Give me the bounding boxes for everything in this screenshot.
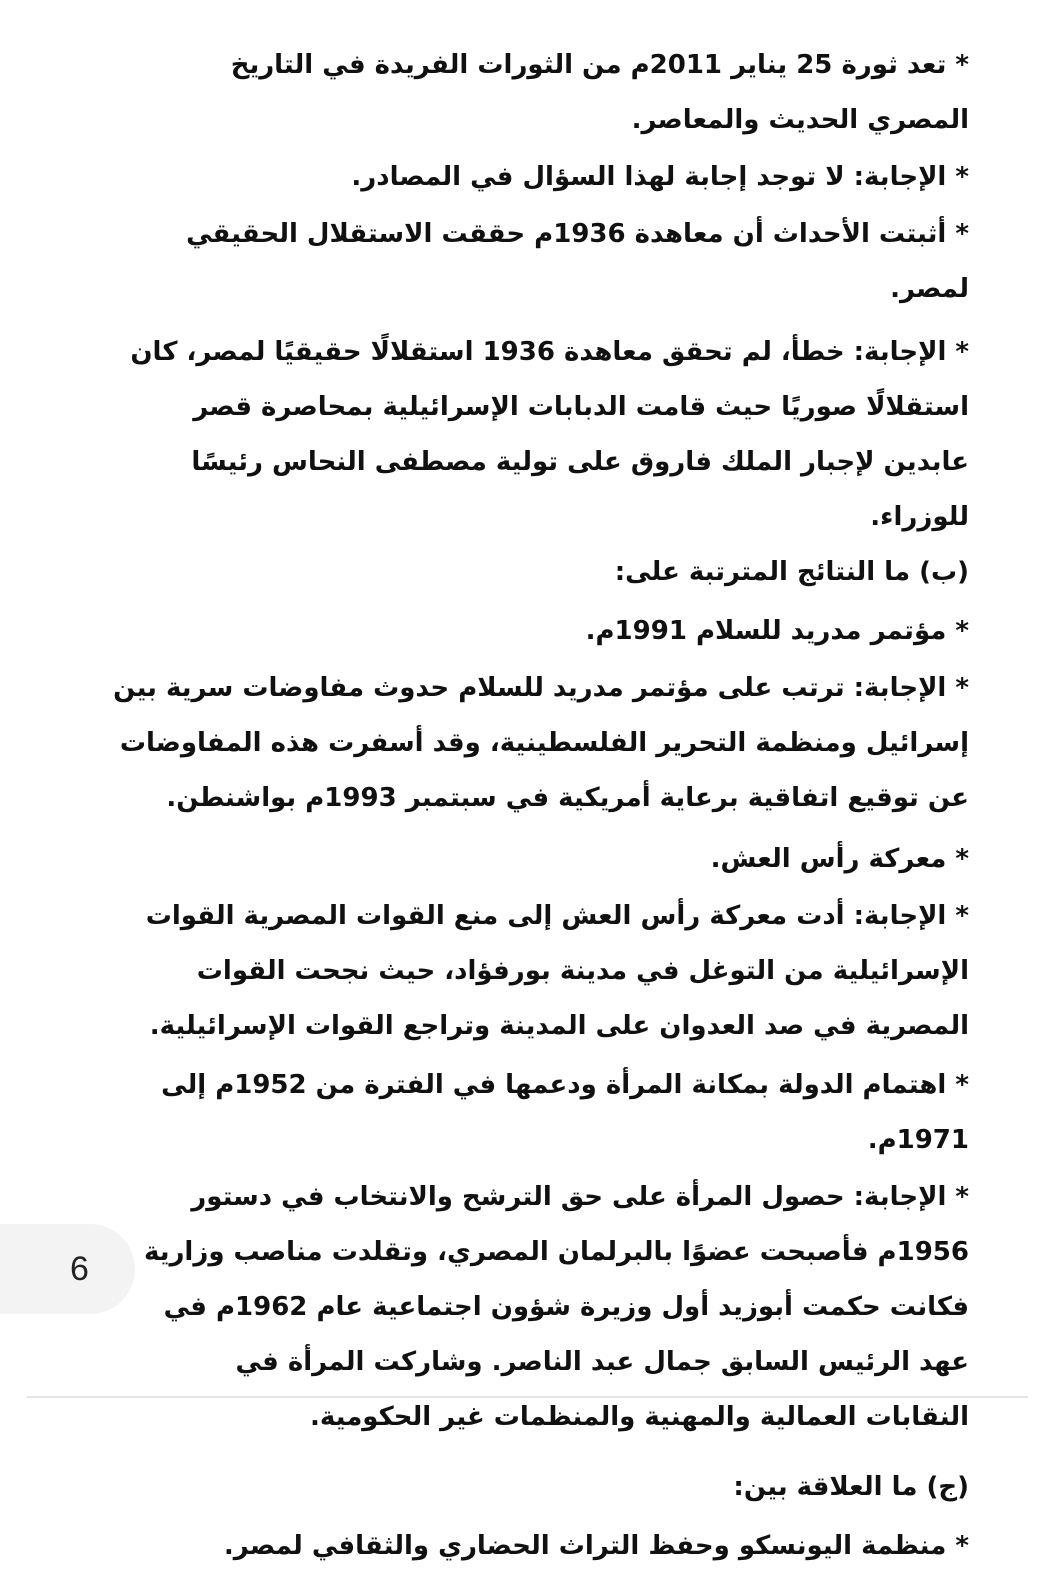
question-madrid-conference: * مؤتمر مدريد للسلام 1991م.: [585, 616, 969, 646]
question-ras-el-esh: * معركة رأس العش.: [710, 844, 969, 874]
page-content: [69, 38, 969, 1445]
page-divider: [27, 1396, 1028, 1398]
answer-treaty-1936: * الإجابة: خطأ، لم تحقق معاهدة 1936 استقلالًا حقيقيًا لمصر، كان استقلالًا صوريًا حيث قامت الدبابات الإسرائيلية بمحاصرة قصر عابدين لإجبار الملك فاروق على تولية مصطفى النحاس رئيسًا للوزراء.: [130, 337, 969, 532]
question-women-status: * اهتمام الدولة بمكانة المرأة ودعمها في الفترة من 1952م إلى 1971م.: [161, 1070, 969, 1155]
question-revolution-2011: * تعد ثورة 25 يناير 2011م من الثورات الفريدة في التاريخ المصري الحديث والمعاصر.: [230, 50, 969, 135]
section-c-heading: (ج) ما العلاقة بين:: [733, 1472, 969, 1502]
answer-ras-el-esh: * الإجابة: أدت معركة رأس العش إلى منع القوات المصرية القوات الإسرائيلية من التوغل في مدينة بورفؤاد، حيث نجحت القوات المصرية في صد العدوان على المدينة وتراجع القوات الإسرائيلية.: [145, 901, 969, 1041]
section-b-heading: (ب) ما النتائج المترتبة على:: [614, 557, 969, 587]
page-number-badge: [0, 1224, 135, 1314]
question-unesco: * منظمة اليونسكو وحفظ التراث الحضاري والثقافي لمصر.: [223, 1531, 969, 1561]
answer-madrid-conference: * الإجابة: ترتب على مؤتمر مدريد للسلام حدوث مفاوضات سرية بين إسرائيل ومنظمة التحرير الفلسطينية، وقد أسفرت هذه المفاوضات عن توقيع اتفاقية برعاية أمريكية في سبتمبر 1993م بواشنطن.: [113, 673, 969, 813]
question-treaty-1936: * أثبتت الأحداث أن معاهدة 1936م حققت الاستقلال الحقيقي لمصر.: [186, 219, 969, 304]
next-page-content: [69, 1460, 969, 1574]
answer-revolution-2011: * الإجابة: لا توجد إجابة لهذا السؤال في المصادر.: [351, 162, 969, 192]
answer-women-status: * الإجابة: حصول المرأة على حق الترشح والانتخاب في دستور 1956م فأصبحت عضوًا بالبرلمان المصري، وتقلدت مناصب وزارية فكانت حكمت أبوزيد أول وزيرة شؤون اجتماعية عام 1962م في عهد الرئيس السابق جمال عبد الناصر. وشاركت المرأة في النقابات العمالية والمهنية والمنظمات غير الحكومية.: [143, 1182, 969, 1432]
page-number: 6: [70, 1250, 89, 1288]
